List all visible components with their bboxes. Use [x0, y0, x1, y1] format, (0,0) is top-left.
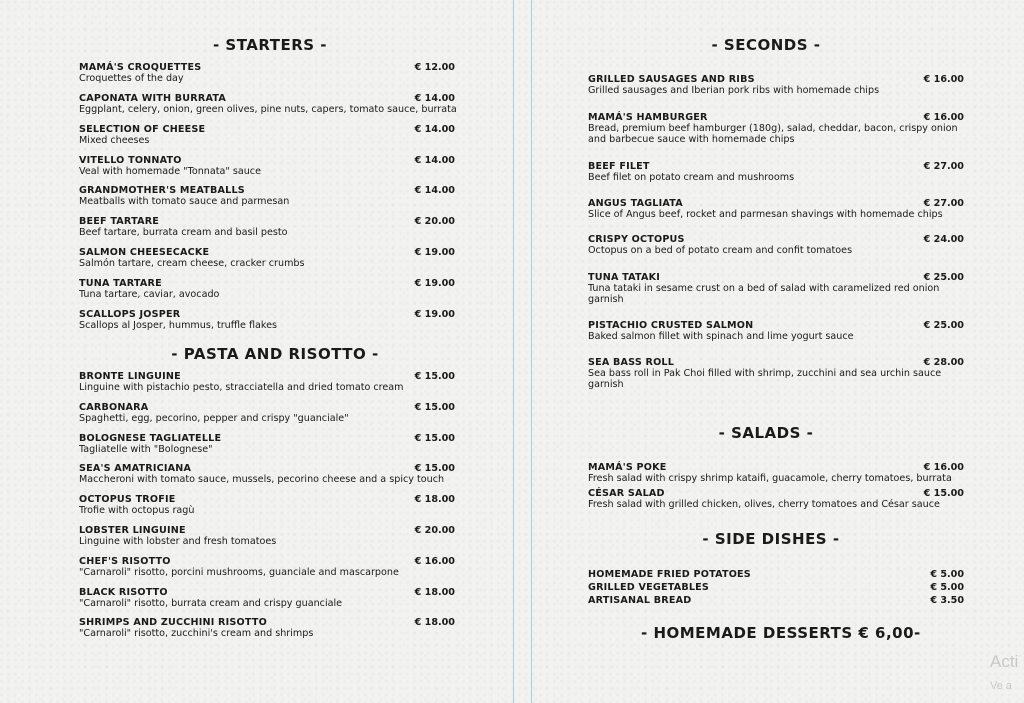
menu-item-description: "Carnaroli" risotto, burrata cream and crispy guanciale — [79, 598, 343, 609]
menu-item-price: € 27.00 — [923, 198, 964, 209]
menu-item-name: GRILLED SAUSAGES AND RIBS — [588, 74, 755, 85]
menu-item-price: € 16.00 — [414, 556, 455, 567]
starters-heading: - STARTERS - — [212, 36, 328, 54]
menu-item-description: Croquettes of the day — [79, 73, 184, 84]
menu-item-price: € 16.00 — [923, 112, 964, 123]
menu-item-name: BRONTE LINGUINE — [79, 371, 181, 382]
menu-item — [588, 272, 964, 305]
menu-item-price: € 15.00 — [414, 433, 455, 444]
menu-item-price: € 25.00 — [923, 272, 964, 283]
menu-item — [79, 247, 455, 269]
menu-item-description: Octopus on a bed of potato cream and confit tomatoes — [588, 245, 853, 256]
menu-item-description-continued: and barbecue sauce with homemade chips — [588, 134, 795, 145]
menu-item — [588, 595, 964, 606]
menu-item-description: Meatballs with tomato sauce and parmesan — [79, 196, 290, 207]
menu-item-name: VITELLO TONNATO — [79, 155, 182, 166]
menu-item — [79, 309, 455, 331]
menu-item-name: BEEF TARTARE — [79, 216, 160, 227]
menu-item-description: Baked salmon fillet with spinach and lime yogurt sauce — [588, 331, 854, 342]
menu-item-description: Fresh salad with crispy shrimp kataifi, guacamole, cherry tomatoes, burrata — [588, 473, 952, 484]
menu-item-name: SEA'S AMATRICIANA — [79, 463, 192, 474]
menu-item-price: € 15.00 — [414, 402, 455, 413]
menu-item-price: € 5.00 — [930, 582, 964, 593]
menu-item-name: CÉSAR SALAD — [588, 488, 665, 499]
menu-item-description: Scallops al Josper, hummus, truffle flakes — [79, 320, 277, 331]
menu-item-name: TUNA TARTARE — [79, 278, 162, 289]
activation-watermark-subtext: Ve a — [990, 680, 1013, 692]
menu-item-name: MAMÁ'S CROQUETTES — [79, 62, 202, 73]
menu-item-name: BEEF FILET — [588, 161, 650, 172]
menu-item-price: € 18.00 — [414, 494, 455, 505]
menu-item-name: SCALLOPS JOSPER — [79, 309, 181, 320]
menu-item-name: BOLOGNESE TAGLIATELLE — [79, 433, 222, 444]
menu-item — [588, 569, 964, 580]
menu-item-name: SEA BASS ROLL — [588, 357, 675, 368]
menu-item-name: CHEF'S RISOTTO — [79, 556, 171, 567]
menu-item-description: Trofie with octopus ragù — [79, 505, 195, 516]
menu-item — [588, 198, 964, 220]
menu-item — [79, 124, 455, 146]
menu-item-name: LOBSTER LINGUINE — [79, 525, 186, 536]
menu-item — [79, 216, 455, 238]
menu-item-description-continued: garnish — [588, 379, 624, 390]
menu-item-name: PISTACHIO CRUSTED SALMON — [588, 320, 754, 331]
menu-item — [79, 525, 455, 547]
menu-item-price: € 15.00 — [923, 488, 964, 499]
menu-item-description: Eggplant, celery, onion, green olives, pine nuts, capers, tomato sauce, burrata — [79, 104, 457, 115]
menu-item — [588, 74, 964, 96]
menu-item-name: SELECTION OF CHEESE — [79, 124, 206, 135]
menu-item-name: CRISPY OCTOPUS — [588, 234, 685, 245]
menu-item-description: Fresh salad with grilled chicken, olives, cherry tomatoes and César sauce — [588, 499, 940, 510]
side-dishes-heading: - SIDE DISHES - — [702, 530, 840, 548]
menu-item — [79, 278, 455, 300]
menu-item — [79, 587, 455, 609]
right-page — [531, 0, 1024, 703]
menu-item-description: Linguine with lobster and fresh tomatoes — [79, 536, 277, 547]
menu-item — [79, 371, 455, 393]
menu-item-price: € 12.00 — [414, 62, 455, 73]
menu-item — [588, 357, 964, 390]
menu-item-name: MAMÁ'S HAMBURGER — [588, 112, 708, 123]
menu-item-name: ARTISANAL BREAD — [588, 595, 692, 606]
menu-item-description: Linguine with pistachio pesto, stracciatella and dried tomato cream — [79, 382, 404, 393]
menu-item — [79, 402, 455, 424]
menu-item-description: Bread, premium beef hamburger (180g), salad, cheddar, bacon, crispy onion — [588, 123, 958, 134]
menu-item-description: Maccheroni with tomato sauce, mussels, pecorino cheese and a spicy touch — [79, 474, 445, 485]
menu-item-description: Tuna tartare, caviar, avocado — [79, 289, 220, 300]
menu-item — [588, 488, 964, 510]
menu-item — [588, 112, 964, 145]
menu-item-price: € 16.00 — [923, 74, 964, 85]
menu-item-description: Slice of Angus beef, rocket and parmesan shavings with homemade chips — [588, 209, 943, 220]
menu-item-name: SALMON CHEESECACKE — [79, 247, 210, 258]
menu-item-description: Veal with homemade "Tonnata" sauce — [79, 166, 261, 177]
menu-item-description: Mixed cheeses — [79, 135, 150, 146]
menu-item-description: Tagliatelle with "Bolognese" — [79, 444, 213, 455]
menu-item-price: € 15.00 — [414, 371, 455, 382]
menu-item-price: € 28.00 — [923, 357, 964, 368]
menu-item-description: Tuna tataki in sesame crust on a bed of salad with caramelized red onion — [588, 283, 940, 294]
menu-item — [79, 62, 455, 84]
menu-item-description: Grilled sausages and Iberian pork ribs with homemade chips — [588, 85, 880, 96]
menu-item-price: € 20.00 — [414, 216, 455, 227]
menu-item — [79, 433, 455, 455]
menu-item — [79, 93, 455, 115]
menu-item-price: € 20.00 — [414, 525, 455, 536]
menu-item-description-continued: garnish — [588, 294, 624, 305]
menu-item — [588, 161, 964, 183]
menu-item-price: € 25.00 — [923, 320, 964, 331]
menu-item-price: € 18.00 — [414, 587, 455, 598]
menu-item-name: HOMEMADE FRIED POTATOES — [588, 569, 751, 580]
menu-item-price: € 14.00 — [414, 93, 455, 104]
pasta-risotto-heading: - PASTA AND RISOTTO - — [171, 345, 379, 363]
menu-item-name: BLACK RISOTTO — [79, 587, 168, 598]
menu-item-price: € 15.00 — [414, 463, 455, 474]
menu-item — [79, 463, 455, 485]
menu-item-description: Spaghetti, egg, pecorino, pepper and crispy "guanciale" — [79, 413, 349, 424]
menu-item — [79, 556, 455, 578]
menu-item-price: € 19.00 — [414, 247, 455, 258]
menu-item — [79, 155, 455, 177]
menu-item-name: SHRIMPS AND ZUCCHINI RISOTTO — [79, 617, 267, 628]
menu-item — [79, 617, 455, 639]
menu-item-price: € 19.00 — [414, 278, 455, 289]
homemade-desserts-heading: - HOMEMADE DESSERTS € 6,00- — [641, 624, 921, 642]
menu-item-price: € 27.00 — [923, 161, 964, 172]
menu-item-price: € 14.00 — [414, 155, 455, 166]
menu-item-name: TUNA TATAKI — [588, 272, 661, 283]
page-fold-line — [513, 0, 514, 703]
menu-item-description: Beef filet on potato cream and mushrooms — [588, 172, 795, 183]
menu-item-description: Sea bass roll in Pak Choi filled with shrimp, zucchini and sea urchin sauce — [588, 368, 942, 379]
seconds-heading: - SECONDS - — [711, 36, 821, 54]
menu-item-name: CAPONATA WITH BURRATA — [79, 93, 226, 104]
menu-item-name: GRILLED VEGETABLES — [588, 582, 710, 593]
menu-item-name: GRANDMOTHER'S MEATBALLS — [79, 185, 245, 196]
menu-item-price: € 14.00 — [414, 124, 455, 135]
menu-item-price: € 3.50 — [930, 595, 964, 606]
menu-item-name: ANGUS TAGLIATA — [588, 198, 683, 209]
menu-item-description: Beef tartare, burrata cream and basil pesto — [79, 227, 288, 238]
menu-item-name: MAMÁ'S POKE — [588, 462, 667, 473]
activation-watermark: Acti — [990, 652, 1019, 671]
menu-item — [588, 462, 964, 484]
menu-item-name: OCTOPUS TROFIE — [79, 494, 176, 505]
menu-item-price: € 5.00 — [930, 569, 964, 580]
menu-item-description: "Carnaroli" risotto, zucchini's cream and shrimps — [79, 628, 314, 639]
menu-item — [588, 582, 964, 593]
menu-item-price: € 14.00 — [414, 185, 455, 196]
menu-item — [79, 185, 455, 207]
menu-item — [588, 234, 964, 256]
menu-item-price: € 19.00 — [414, 309, 455, 320]
menu-item-price: € 24.00 — [923, 234, 964, 245]
menu-item-price: € 18.00 — [414, 617, 455, 628]
menu-item-description: Salmón tartare, cream cheese, cracker crumbs — [79, 258, 305, 269]
menu-item — [588, 320, 964, 342]
menu-item-name: CARBONARA — [79, 402, 149, 413]
menu-item — [79, 494, 455, 516]
menu-item-description: "Carnaroli" risotto, porcini mushrooms, guanciale and mascarpone — [79, 567, 399, 578]
salads-heading: - SALADS - — [718, 424, 814, 442]
menu-item-price: € 16.00 — [923, 462, 964, 473]
